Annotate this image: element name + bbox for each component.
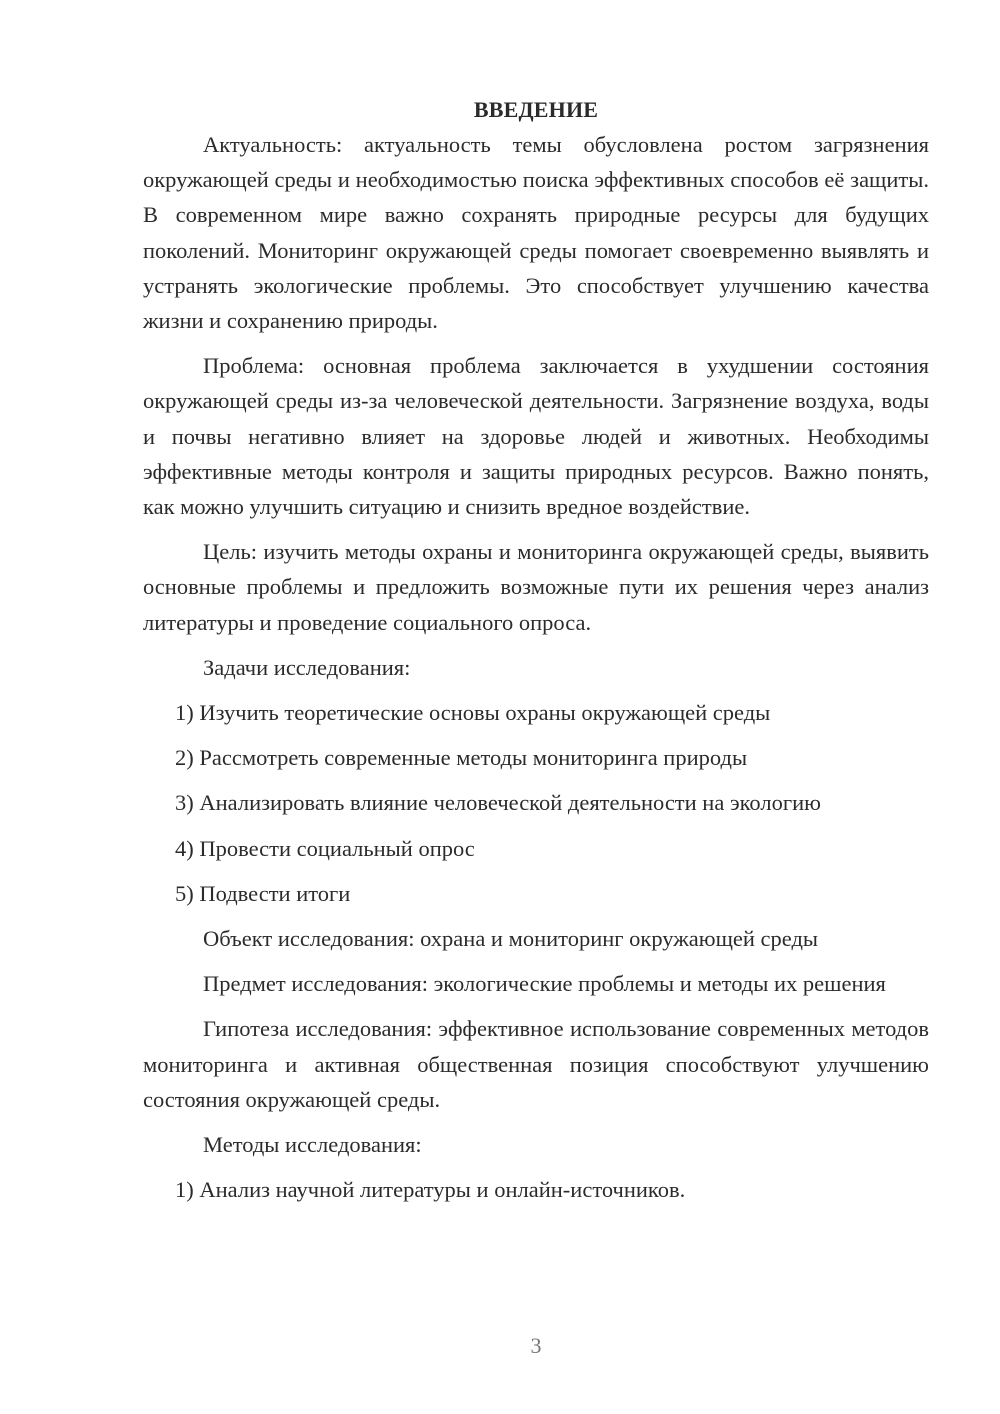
hypothesis-paragraph: Гипотеза исследования: эффективное использование современных методов мониторинга и активная общественная позиция способствуют улучшению состояния окружающей среды. xyxy=(143,1016,929,1112)
subject-paragraph: Предмет исследования: экологические проблемы и методы их решения xyxy=(203,971,886,997)
goal-paragraph: Цель: изучить методы охраны и мониторинга окружающей среды, выявить основные проблемы и предложить возможные пути их решения через анализ литературы и проведение социального опроса. xyxy=(143,539,929,635)
task-item-5: 5) Подвести итоги xyxy=(175,880,351,906)
method-item-1: 1) Анализ научной литературы и онлайн-источников. xyxy=(175,1177,686,1203)
object-paragraph: Объект исследования: охрана и мониторинг окружающей среды xyxy=(203,926,819,952)
page-content xyxy=(143,92,929,1207)
task-item-1: 1) Изучить теоретические основы охраны окружающей среды xyxy=(175,700,771,726)
tasks-heading: Задачи исследования: xyxy=(203,654,411,680)
problem-paragraph: Проблема: основная проблема заключается в ухудшении состояния окружающей среды из-за человеческой деятельности. Загрязнение воздуха, воды и почвы негативно влияет на здоровье людей и животных. Необходимы эффективные методы контроля и защиты природных ресурсов. Важно понять, как можно улучшить ситуацию и снизить вредное воздействие. xyxy=(143,353,929,520)
page-number: 3 xyxy=(530,1333,542,1358)
task-item-4: 4) Провести социальный опрос xyxy=(175,835,475,861)
task-item-2: 2) Рассмотреть современные методы мониторинга природы xyxy=(175,745,748,771)
relevance-paragraph: Актуальность: актуальность темы обусловлена ростом загрязнения окружающей среды и необходимостью поиска эффективных способов её защиты. В современном мире важно сохранять природные ресурсы для будущих поколений. Мониторинг окружающей среды помогает своевременно выявлять и устранять экологические проблемы. Это способствует улучшению качества жизни и сохранению природы. xyxy=(143,132,929,334)
task-item-3: 3) Анализировать влияние человеческой деятельности на экологию xyxy=(175,790,821,816)
page-title: ВВЕДЕНИЕ xyxy=(473,97,599,122)
methods-heading: Методы исследования: xyxy=(203,1132,422,1158)
